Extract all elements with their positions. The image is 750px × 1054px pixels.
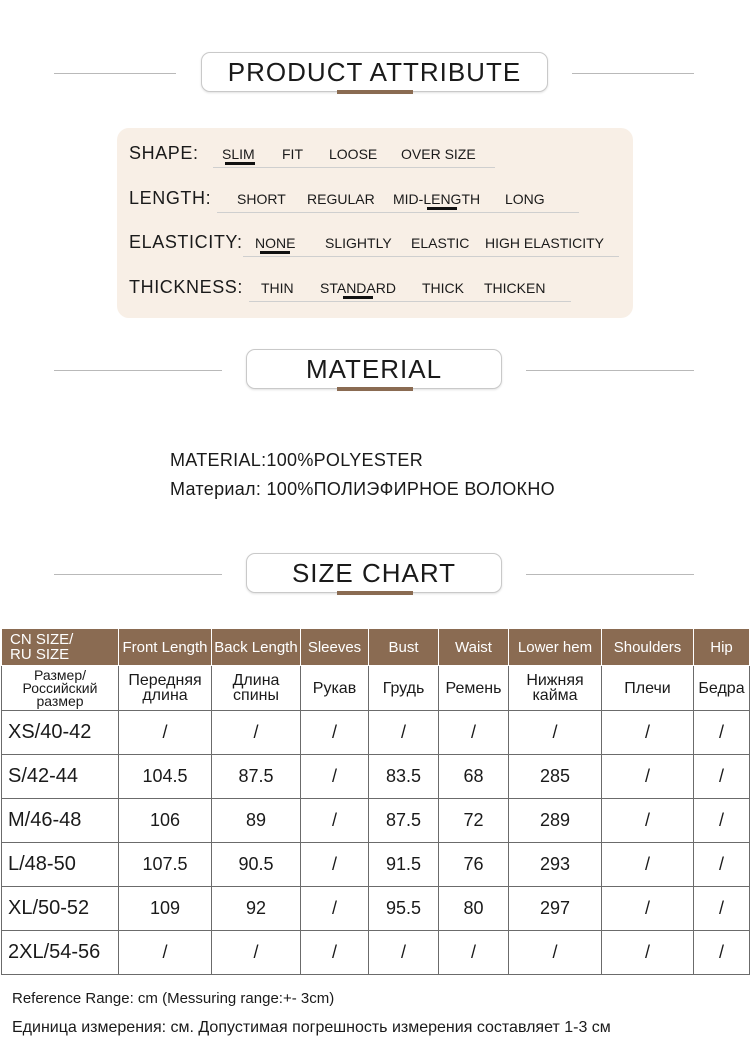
selected-marker [225, 162, 255, 165]
column-header-size-ru: Размер/ Российский размер [2, 666, 119, 711]
title-accent [337, 591, 413, 595]
attribute-option: SHORT [237, 191, 286, 207]
value-cell: / [119, 711, 212, 755]
material-text-ru: Материал: 100%ПОЛИЭФИРНОЕ ВОЛОКНО [170, 479, 555, 499]
value-cell: 90.5 [212, 843, 301, 887]
table-row [2, 711, 750, 755]
note-en: Reference Range: cm (Messuring range:+- 3cm) [12, 990, 335, 1007]
column-header: Lower hem [509, 629, 602, 666]
material-text-en: MATERIAL:100%POLYESTER [170, 450, 424, 470]
table-row [2, 887, 750, 931]
value-cell: 76 [439, 843, 509, 887]
column-header-ru: Длина спины [212, 666, 301, 711]
attribute-option: THICK [422, 280, 464, 296]
value-cell: / [301, 755, 369, 799]
column-header-ru: Рукав [301, 666, 369, 711]
value-cell: / [509, 931, 602, 975]
column-header-ru: Грудь [369, 666, 439, 711]
attribute-underline [217, 212, 579, 213]
selected-marker [260, 251, 290, 254]
attribute-label: ELASTICITY: [129, 232, 243, 252]
column-header-ru: Ремень [439, 666, 509, 711]
value-cell: 95.5 [369, 887, 439, 931]
material-header [0, 349, 750, 397]
value-cell: / [369, 711, 439, 755]
divider-right [526, 574, 694, 575]
column-header-ru: Плечи [602, 666, 694, 711]
selected-marker [427, 207, 457, 210]
attribute-option: MID-LENGTH [393, 191, 481, 207]
size-cell: XL/50-52 [2, 887, 119, 931]
value-cell: / [602, 931, 694, 975]
value-cell: 89 [212, 799, 301, 843]
table-row [2, 843, 750, 887]
size-chart-header [0, 553, 750, 601]
value-cell: / [301, 843, 369, 887]
divider-right [526, 370, 694, 371]
value-cell: 289 [509, 799, 602, 843]
attribute-panel [117, 128, 633, 318]
column-header: Front Length [119, 629, 212, 666]
attribute-option: SLIM [222, 146, 255, 162]
value-cell: / [602, 711, 694, 755]
value-cell: / [509, 711, 602, 755]
note-ru: Единица измерения: см. Допустимая погрешность измерения составляет 1-3 см [12, 1019, 611, 1036]
column-header: Hip [694, 629, 750, 666]
value-cell: 87.5 [369, 799, 439, 843]
value-cell: 107.5 [119, 843, 212, 887]
size-cell: M/46-48 [2, 799, 119, 843]
value-cell: / [301, 887, 369, 931]
value-cell: 92 [212, 887, 301, 931]
value-cell: / [694, 931, 750, 975]
column-header: Shoulders [602, 629, 694, 666]
attribute-row-length [117, 188, 633, 218]
size-cell: XS/40-42 [2, 711, 119, 755]
value-cell: / [694, 887, 750, 931]
attribute-row-elasticity [117, 232, 633, 262]
attribute-option: HIGH ELASTICITY [485, 235, 605, 251]
attribute-row-thickness [117, 277, 633, 307]
size-chart-table [1, 628, 750, 975]
column-header: Back Length [212, 629, 301, 666]
column-header-ru: Нижняя кайма [509, 666, 602, 711]
value-cell: / [602, 843, 694, 887]
section-title: MATERIAL [246, 349, 502, 389]
value-cell: / [119, 931, 212, 975]
value-cell: / [301, 711, 369, 755]
attribute-option: THICKEN [484, 280, 546, 296]
value-cell: / [602, 755, 694, 799]
column-header-ru: Передняя длина [119, 666, 212, 711]
value-cell: / [602, 887, 694, 931]
divider-right [572, 73, 694, 74]
table-row [2, 755, 750, 799]
column-header-size: CN SIZE/ RU SIZE [2, 629, 119, 666]
value-cell: 109 [119, 887, 212, 931]
value-cell: / [212, 711, 301, 755]
attribute-option: STANDARD [320, 280, 396, 296]
attribute-option: REGULAR [307, 191, 375, 207]
attribute-underline [249, 301, 571, 302]
column-header-ru: Бедра [694, 666, 750, 711]
divider-left [54, 574, 222, 575]
value-cell: 91.5 [369, 843, 439, 887]
section-title: SIZE CHART [246, 553, 502, 593]
table-row [2, 799, 750, 843]
attribute-option: NONE [255, 235, 296, 251]
attribute-option: LONG [505, 191, 545, 207]
value-cell: 72 [439, 799, 509, 843]
value-cell: 87.5 [212, 755, 301, 799]
value-cell: / [439, 711, 509, 755]
selected-marker [343, 296, 373, 299]
value-cell: 106 [119, 799, 212, 843]
attribute-label: LENGTH: [129, 188, 212, 208]
value-cell: 293 [509, 843, 602, 887]
section-title: PRODUCT ATTRIBUTE [201, 52, 548, 92]
attribute-option: LOOSE [329, 146, 378, 162]
product-attribute-header [0, 52, 750, 100]
value-cell: / [301, 799, 369, 843]
value-cell: 297 [509, 887, 602, 931]
attribute-option: ELASTIC [411, 235, 470, 251]
size-cell: L/48-50 [2, 843, 119, 887]
value-cell: 104.5 [119, 755, 212, 799]
attribute-option: FIT [282, 146, 303, 162]
attribute-option: SLIGHTLY [325, 235, 392, 251]
value-cell: / [694, 711, 750, 755]
size-cell: S/42-44 [2, 755, 119, 799]
title-accent [337, 387, 413, 391]
table-row [2, 931, 750, 975]
attribute-option: THIN [261, 280, 294, 296]
value-cell: / [439, 931, 509, 975]
value-cell: / [369, 931, 439, 975]
column-header: Sleeves [301, 629, 369, 666]
value-cell: / [694, 799, 750, 843]
attribute-underline [213, 167, 495, 168]
column-header: Waist [439, 629, 509, 666]
value-cell: / [694, 755, 750, 799]
header-row-ru [2, 666, 750, 711]
title-accent [337, 90, 413, 94]
divider-left [54, 370, 222, 371]
attribute-underline [243, 256, 619, 257]
value-cell: 285 [509, 755, 602, 799]
size-cell: 2XL/54-56 [2, 931, 119, 975]
attribute-option: OVER SIZE [401, 146, 476, 162]
attribute-label: THICKNESS: [129, 277, 244, 297]
attribute-row-shape [117, 143, 633, 173]
value-cell: / [301, 931, 369, 975]
value-cell: / [212, 931, 301, 975]
value-cell: 68 [439, 755, 509, 799]
value-cell: / [694, 843, 750, 887]
divider-left [54, 73, 176, 74]
value-cell: 83.5 [369, 755, 439, 799]
value-cell: 80 [439, 887, 509, 931]
attribute-label: SHAPE: [129, 143, 199, 163]
header-row-en [2, 629, 750, 666]
column-header: Bust [369, 629, 439, 666]
value-cell: / [602, 799, 694, 843]
